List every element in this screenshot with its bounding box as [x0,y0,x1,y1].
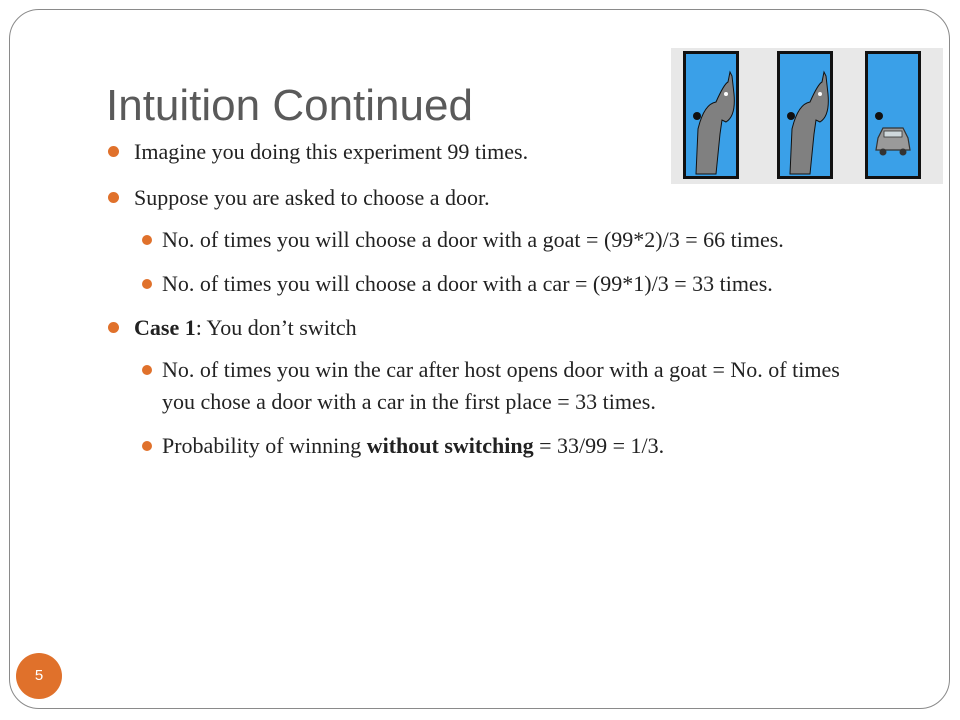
sub-bullet-item [140,430,882,462]
sub-bullet-item: No. of times you win the car after host opens door with a goat = No. of times you chose a door with a car in the first place = 33 times. [140,354,862,418]
probability-text-pre: Probability of winning [162,433,367,458]
bullet-item: Suppose you are asked to choose a door. [106,182,896,214]
page-number: 5 [16,653,62,699]
slide-body [106,136,896,474]
sub-bullet-item: No. of times you will choose a door with a goat = (99*2)/3 = 66 times. [140,224,842,256]
bullet-item [106,312,896,344]
probability-text-post: = 33/99 = 1/3. [533,433,665,458]
slide-title: Intuition Continued [106,81,473,130]
sub-bullet-item: No. of times you will choose a door with a car = (99*1)/3 = 33 times. [140,268,842,300]
case-text: : You don’t switch [195,315,357,340]
case-label: Case 1 [134,315,196,340]
bullet-item: Imagine you doing this experiment 99 times. [106,136,896,168]
probability-emphasis: without switching [366,433,534,458]
